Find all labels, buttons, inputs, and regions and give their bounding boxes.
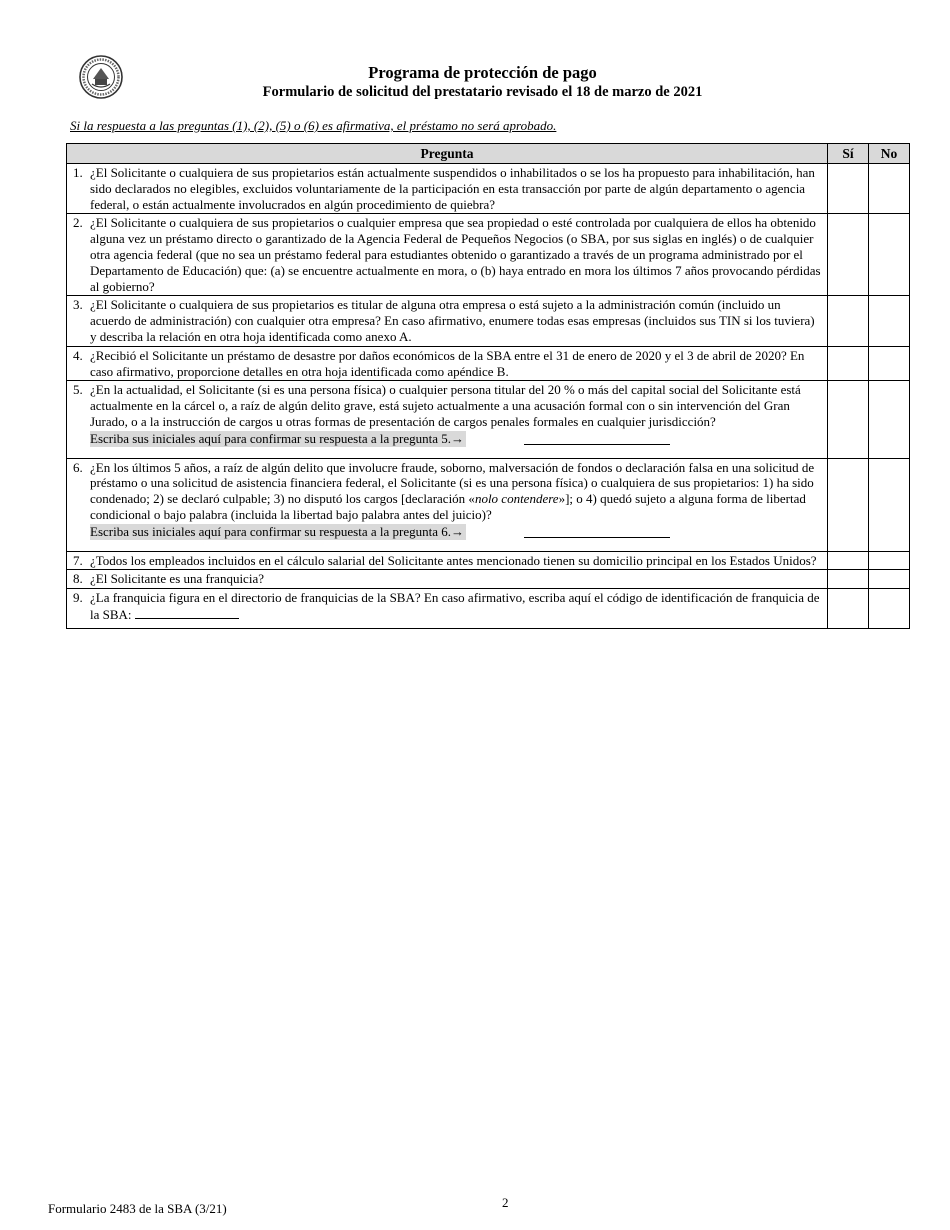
table-row [67, 570, 910, 589]
answer-no-cell[interactable] [869, 346, 910, 381]
answer-no-cell[interactable] [869, 458, 910, 551]
answer-no-cell[interactable] [869, 164, 910, 214]
question-text: ¿El Solicitante o cualquiera de sus propietarios están actualmente suspendidos o inhabilitados o se los ha propuesto para inhabilitación, han sido declarados no elegibles, excluidos voluntariamente de la participación en esta transacción por parte de algún departamento o agencia federal, o están actualmente involucrados en algún procedimiento de quiebra? [90, 165, 815, 212]
question-text: ¿En la actualidad, el Solicitante (si es una persona física) o cualquier persona titular del 20 % o más del capital social del Solicitante está actualmente en la cárcel o, a raíz de algún delito grave, está sujeto actualmente a una acusación formal con o sin intervención del Gran Jurado, o a la instrucción de cargos u otras formas de presentación de cargos penales formales en cualquier jurisdicción? [90, 382, 801, 429]
page-subtitle: Formulario de solicitud del prestatario revisado el 18 de marzo de 2021 [262, 84, 703, 100]
question-text: ¿La franquicia figura en el directorio de franquicias de la SBA? En caso afirmativo, escriba aquí el código de identificación de franquicia de la SBA: [90, 590, 820, 622]
answer-yes-cell[interactable] [828, 296, 869, 346]
answer-yes-cell[interactable] [828, 346, 869, 381]
question-number: 3. [73, 297, 83, 313]
answer-yes-cell[interactable] [828, 214, 869, 296]
answer-yes-cell[interactable] [828, 570, 869, 589]
table-row [67, 214, 910, 296]
question-text: ¿En los últimos 5 años, a raíz de algún delito que involucre fraude, soborno, malversación de fondos o declaración falsa en una solicitud de préstamo o una solicitud de asistencia financiera federal, el Solicitante (si es una persona física) o cualquiera de sus propietarios: 1) ha sido condenado; 2) se declaró culpable; 3) no disputó los cargos [declaración «nolo contendere»]; o 4) quedó sujeto a alguna forma de libertad condicional o bajo palabra (incluida la libertad bajo palabra antes del juicio)? [90, 459, 815, 522]
initials-prompt: Escriba sus iniciales aquí para confirmar su respuesta a la pregunta 6.→ [90, 523, 464, 539]
table-row [67, 458, 910, 551]
answer-no-cell[interactable] [869, 296, 910, 346]
initials-prompt: Escriba sus iniciales aquí para confirmar su respuesta a la pregunta 5.→ [90, 430, 464, 446]
question-number: 8. [73, 571, 83, 587]
question-text: ¿El Solicitante o cualquiera de sus propietarios o cualquier empresa que sea propiedad o esté controlada por cualquiera de ellos ha obtenido alguna vez un préstamo directo o garantizado de la Agencia Federal de Pequeños Negocios (o SBA, por sus siglas en inglés) o de cualquier otra agencia federal (que no sea un préstamo federal para estudiantes obtenido o garantizado a través de un programa administrado por el Departamento de Educación) que: (a) se encuentre actualmente en mora, o (b) haya entrado en mora los últimos 7 años provocando pérdidas al gobierno? [90, 215, 821, 294]
question-number: 9. [73, 590, 83, 606]
answer-yes-cell[interactable] [828, 551, 869, 570]
answer-no-cell[interactable] [869, 551, 910, 570]
header-yes: Sí [828, 144, 869, 164]
question-number: 4. [73, 347, 83, 363]
answer-no-cell[interactable] [869, 570, 910, 589]
question-text: ¿Recibió el Solicitante un préstamo de desastre por daños económicos de la SBA entre el 31 de enero de 2020 y el 3 de abril de 2020? En caso afirmativo, proporcione detalles en otra hoja identificada como apéndice B. [90, 347, 805, 379]
table-row [67, 346, 910, 381]
sba-seal-icon [78, 54, 124, 100]
answer-yes-cell[interactable] [828, 589, 869, 629]
questions-table [66, 143, 910, 629]
question-text: ¿Todos los empleados incluidos en el cálculo salarial del Solicitante antes mencionado tienen su domicilio principal en los Estados Unidos? [90, 552, 817, 568]
question-text: ¿El Solicitante es una franquicia? [90, 571, 264, 587]
question-number: 2. [73, 215, 83, 231]
question-number: 5. [73, 382, 83, 398]
table-row [67, 589, 910, 629]
table-header-row [67, 144, 910, 164]
latin-term: nolo contendere [474, 491, 559, 507]
answer-yes-cell[interactable] [828, 164, 869, 214]
answer-yes-cell[interactable] [828, 458, 869, 551]
page-number: 2 [502, 1195, 509, 1210]
table-row [67, 164, 910, 214]
answer-no-cell[interactable] [869, 214, 910, 296]
question-number: 6. [73, 459, 83, 475]
page-title: Programa de protección de pago [368, 63, 597, 82]
initials-field[interactable] [524, 433, 670, 445]
approval-note: Si la respuesta a las preguntas (1), (2), (5) o (6) es afirmativa, el préstamo no será aprobado. [70, 118, 557, 133]
table-row [67, 381, 910, 458]
header-question: Pregunta [67, 144, 828, 164]
answer-no-cell[interactable] [869, 589, 910, 629]
question-number: 7. [73, 552, 83, 568]
answer-yes-cell[interactable] [828, 381, 869, 458]
table-row [67, 296, 910, 346]
header [140, 63, 825, 101]
form-id: Formulario 2483 de la SBA (3/21) [48, 1201, 227, 1216]
table-row [67, 551, 910, 570]
question-number: 1. [73, 165, 83, 180]
question-text: ¿El Solicitante o cualquiera de sus propietarios es titular de alguna otra empresa o está sujeto a la administración común (incluido un acuerdo de administración) con cualquier otra empresa? En caso afirmativo, enumere todas esas empresas (incluidos sus TIN si los tuviera) y describa la relación en otra hoja identificada como anexo A. [90, 297, 815, 344]
header-no: No [869, 144, 910, 164]
franchise-code-field[interactable] [135, 606, 239, 619]
initials-field[interactable] [524, 526, 670, 538]
answer-no-cell[interactable] [869, 381, 910, 458]
